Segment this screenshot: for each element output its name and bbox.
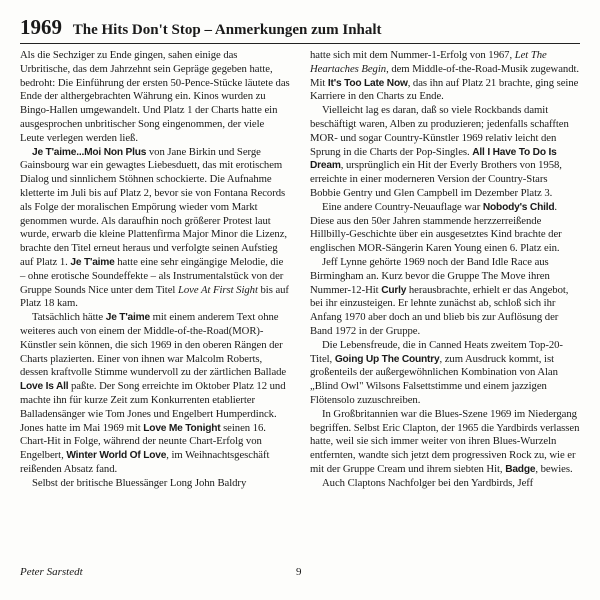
paragraph-text: Die Lebensfreude, die in Canned Heats zweitem Top-20-Titel, xyxy=(310,338,563,365)
paragraph-text: . Diese aus den 50er Jahren stammende herzzerreißende Hillbilly-Geschichte über ein ausgesetztes Kind brachte der englischen MOR-Sängerin Karen Young einen 6. Platz ein. xyxy=(310,200,562,255)
song-title-italic: Love At First Sight xyxy=(177,283,258,296)
paragraph xyxy=(310,104,580,201)
paragraph-text: mit einem anderem Text ohne weiteres auch von einem der Middle-of-the-Road(MOR)-Künstler sein können, die sich 1969 in den oberen Rängen der Charts plazierten. Einer von ihnen war Malcolm Roberts, dessen kraftvolle Stimme wundervoll zu der zärtlichen Ballade xyxy=(20,311,287,379)
paragraph-text: , das ihn auf Platz 21 brachte, ging seine Karriere in den Charts zu Ende. xyxy=(310,76,579,103)
paragraph-text: hatte eine sehr eingängige Melodie, die – ohne erotische Soundeffekte – als Instrumentalstück von der Gruppe Sounds Nice unter dem Titel xyxy=(20,255,284,296)
paragraph-text: , im Weihnachtsgeschäft reißenden Absatz fand. xyxy=(20,449,270,475)
header-rule xyxy=(20,43,580,44)
paragraph-text: In Großbritannien war die Blues-Szene 1969 im Niedergang begriffen. Selbst Eric Clapton, der 1965 die Yardbirds verlassen hatte, weil sie sich immer weiter von ihren Blues-Wurzeln entfernten, wandte sich jetzt dem progressiven Rock zu, wie er mit der Gruppe Cream und ihrem siebten Hit, xyxy=(310,407,580,475)
paragraph-text: von Jane Birkin und Serge Gainsbourg war ein gewagtes Liebesduett, das mit erotischem Dialog und sinnlichem Stöhnen schockierte. Die Aufnahme kletterte im Juli bis auf Platz 2, bevor sie von Fontana Records als Folge der moralischen Empörung wieder vom Markt genommen wurde. Als daraufhin noch größerer Protest laut wurde, erwarb die kleine Plattenfirma Major Minor die Lizenz, brachte den Titel erneut heraus und verfolgte seinen Aufstieg auf Platz 1. xyxy=(20,145,288,268)
song-title: Winter World Of Love xyxy=(66,450,167,462)
paragraph xyxy=(310,477,580,491)
left-column xyxy=(20,49,290,491)
paragraph-text: Selbst der britische Bluessänger Long John Baldry xyxy=(32,476,247,489)
paragraph xyxy=(20,146,290,312)
paragraph-text: herausbrachte, erhielt er das Angebot, bei ihr einzusteigen. Er lehnte zunächst ab, schloß sich ihr Anfang 1970 aber doch an und blieb bis zur Auflösung der Band 1972 in der Gruppe. xyxy=(310,283,569,337)
paragraph-text: , bewies. xyxy=(535,462,573,475)
paragraph-text: bis auf Platz 18 kam. xyxy=(20,283,289,310)
paragraph-text: Auch Claptons Nachfolger bei den Yardbirds, Jeff xyxy=(322,476,534,489)
paragraph-text: seinen 16. Chart-Hit in Folge, während der neunte Chart-Erfolg von Engelbert, xyxy=(20,421,266,462)
page-number: 9 xyxy=(296,566,302,578)
paragraph-text: , zum Ausdruck kommt, ist großenteils der außergewöhnlichen Kombination von Alan „Blind Owl" Wilsons Falsettstimme und einem jazzigen Flötensolo zuzuschreiben. xyxy=(310,352,558,406)
photo-caption: Peter Sarstedt xyxy=(20,566,83,578)
paragraph xyxy=(20,311,290,477)
paragraph-text: Vielleicht lag es daran, daß so viele Rockbands damit beschäftigt waren, Alben zu produzieren; jedenfalls schafften MOR- und sogar Country-Künstler 1969 relativ leicht den Sprung in die Charts der Pop-Singles. xyxy=(310,104,569,158)
paragraph xyxy=(310,339,580,408)
paragraph-text: Als die Sechziger zu Ende gingen, sahen einige das Urbritische, das dem Jahrzehnt sein Gepräge gegeben hatte, bedroht: Die Einführung der ersten 50-Pence-Stücke läutete das Ende der althergebrachten Währung ein. Kinos wurden zu Bingo-Hallen umgewandelt. Und Platz 1 der Charts hatte ein ausgesprochen unbritischer Song eingenommen, der viele Leute verlegen werden ließ. xyxy=(20,49,290,144)
song-title: Badge xyxy=(505,463,536,475)
song-title: Je T'aime xyxy=(70,256,115,268)
song-title: Je T'aime...Moi Non Plus xyxy=(32,146,147,158)
header-year: 1969 xyxy=(20,15,62,39)
paragraph xyxy=(310,201,580,256)
paragraph-text: Jeff Lynne gehörte 1969 noch der Band Idle Race aus Birmingham an. Kurz bevor die Gruppe The Move ihren Nummer-12-Hit xyxy=(310,255,550,296)
song-title-italic: Let The Heartaches Begin xyxy=(310,49,547,75)
header-title: The Hits Don't Stop – Anmerkungen zum Inhalt xyxy=(72,22,382,38)
page-header xyxy=(20,16,580,41)
paragraph-text: , dem Middle-of-the-Road-Musik zugewandt. Mit xyxy=(310,62,580,89)
paragraph xyxy=(310,408,580,477)
song-title: Curly xyxy=(381,284,407,296)
song-title: Je T'aime xyxy=(105,312,150,324)
song-title: Nobody's Child xyxy=(482,201,555,213)
song-title: It's Too Late Now xyxy=(327,77,408,89)
paragraph-text: Eine andere Country-Neuauflage war xyxy=(322,200,483,213)
song-title: Love Is All xyxy=(20,381,69,393)
song-title: All I Have To Do Is Dream xyxy=(310,146,557,172)
right-column xyxy=(310,49,580,491)
paragraph-text: hatte sich mit dem Nummer-1-Erfolg von 1967, xyxy=(310,49,515,61)
paragraph-text: Tatsächlich hätte xyxy=(32,311,106,324)
paragraph-text: paßte. Der Song erreichte im Oktober Platz 12 und machte ihn für kurze Zeit zum Konkurrenten etablierter Balladensänger wie Tom Jones und Engelbert Humperdinck. Jones hatte im Mai 1969 mit xyxy=(20,380,286,434)
paragraph xyxy=(20,49,290,146)
song-title: Going Up The Country xyxy=(334,353,440,365)
paragraph-text: , ursprünglich ein Hit der Everly Brothers von 1958, erreichte in einer moderneren Version der Country-Stars Bobbie Gentry und Glen Campbell im Dezember Platz 3. xyxy=(310,159,562,199)
song-title: Love Me Tonight xyxy=(143,422,221,434)
paragraph xyxy=(20,477,290,491)
paragraph xyxy=(310,256,580,339)
paragraph xyxy=(310,49,580,104)
